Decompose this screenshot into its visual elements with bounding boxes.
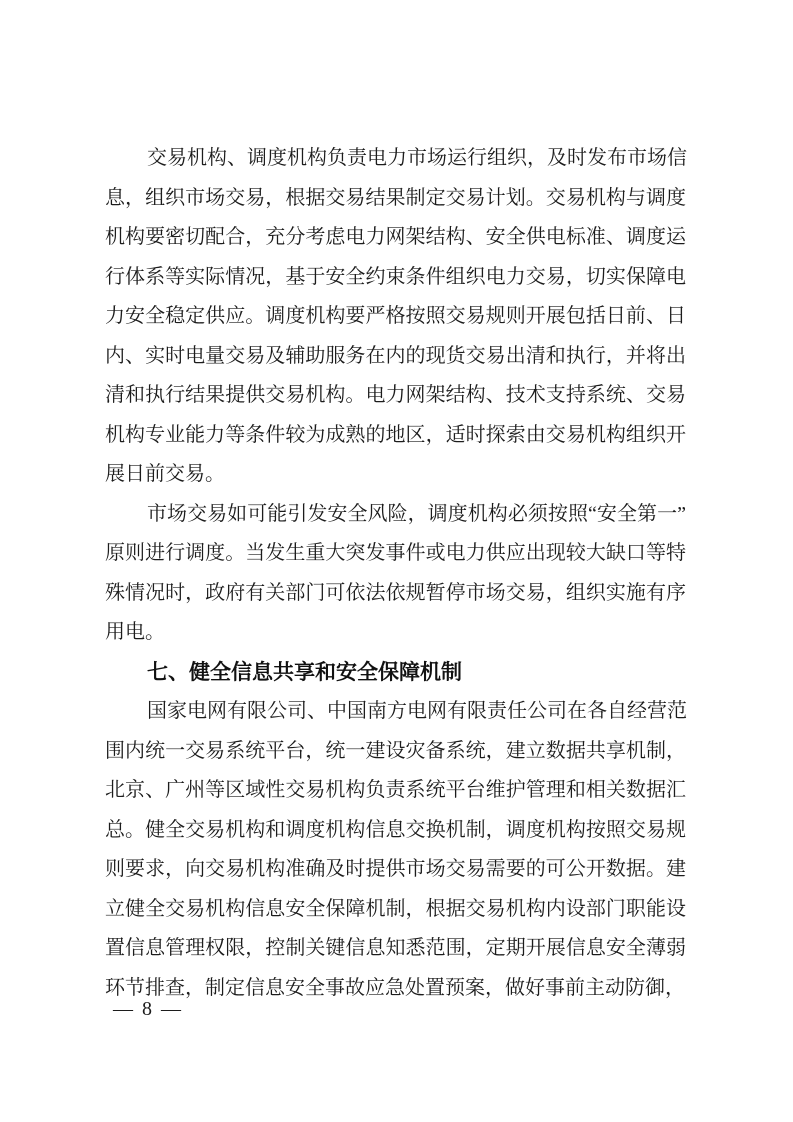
text-line: 机构专业能力等条件较为成熟的地区，适时探索由交易机构组织开 <box>105 423 686 446</box>
text-line: 展日前交易。 <box>105 463 225 485</box>
text-line: 行体系等实际情况，基于安全约束条件组织电力交易，切实保障电 <box>105 265 686 288</box>
text-line: 机构要密切配合，充分考虑电力网架结构、安全供电标准、调度运 <box>105 226 686 248</box>
text-line: 围内统一交易系统平台，统一建设灾备系统，建立数据共享机制， <box>105 739 686 762</box>
paragraph <box>105 495 686 653</box>
paragraph <box>105 139 686 495</box>
text-line: 国家电网有限公司、中国南方电网有限责任公司在各自经营范 <box>147 700 687 722</box>
text-line: 清和执行结果提供交易机构。电力网架结构、技术支持系统、交易 <box>105 384 686 406</box>
text-line: 总。健全交易机构和调度机构信息交换机制，调度机构按照交易规 <box>105 818 686 841</box>
text-line: 市场交易如可能引发安全风险，调度机构必须按照“安全第一” <box>147 502 686 525</box>
text-line: 立健全交易机构信息安全保障机制，根据交易机构内设部门职能设 <box>105 897 686 920</box>
text-line: 环节排查，制定信息安全事故应急处置预案，做好事前主动防御， <box>105 976 685 999</box>
text-line: 原则进行调度。当发生重大突发事件或电力供应出现较大缺口等特 <box>105 542 686 564</box>
section-heading-text: 七、健全信息共享和安全保障机制 <box>147 660 462 684</box>
text-line: 殊情况时，政府有关部门可依法依规暂停市场交易，组织实施有序 <box>105 581 686 604</box>
page-number: — 8 — <box>113 998 183 1020</box>
text-block <box>105 139 686 1008</box>
text-line: 置信息管理权限，控制关键信息知悉范围，定期开展信息安全薄弱 <box>105 937 686 959</box>
text-line: 力安全稳定供应。调度机构要严格按照交易规则开展包括日前、日 <box>105 305 686 327</box>
paragraph <box>105 692 686 1008</box>
text-line: 用电。 <box>105 621 165 643</box>
text-line: 交易机构、调度机构负责电力市场运行组织，及时发布市场信 <box>147 147 687 169</box>
text-line: 则要求，向交易机构准确及时提供市场交易需要的可公开数据。建 <box>105 858 686 880</box>
text-line: 北京、广州等区域性交易机构负责系统平台维护管理和相关数据汇 <box>105 779 686 801</box>
text-line: 息，组织市场交易，根据交易结果制定交易计划。交易机构与调度 <box>105 186 686 209</box>
section-heading <box>105 653 686 693</box>
text-line: 内、实时电量交易及辅助服务在内的现货交易出清和执行，并将出 <box>105 344 686 367</box>
